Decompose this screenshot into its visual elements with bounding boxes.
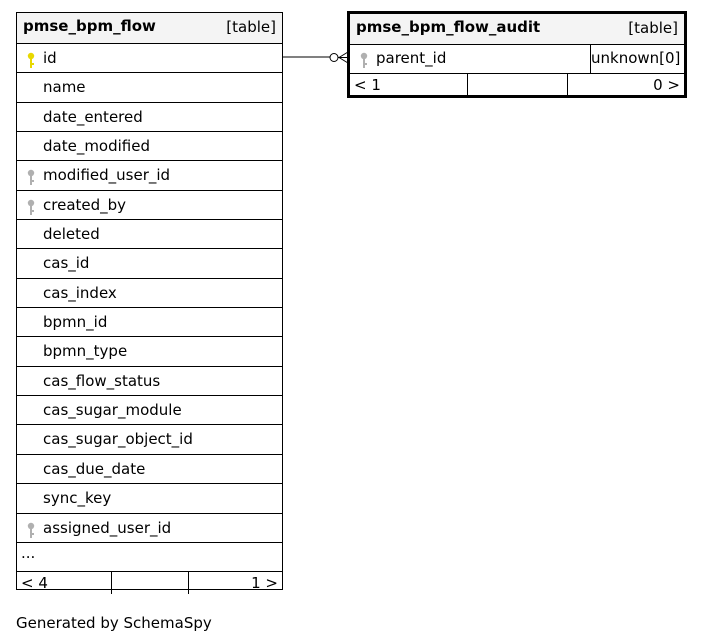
footer-divider [111,572,112,594]
children-count[interactable]: 1 > [251,574,278,593]
column-row[interactable] [17,279,282,308]
column-row[interactable] [17,367,282,396]
table-kind: [table] [628,19,678,37]
column-name: modified_user_id [43,166,171,185]
table-header [17,13,282,44]
foreign-key-icon [26,522,36,540]
primary-key-icon [26,52,36,70]
column-row[interactable] [17,484,282,513]
table-kind: [table] [226,18,276,36]
column-name: deleted [43,225,100,244]
column-row[interactable] [17,337,282,366]
column-name: date_entered [43,107,143,126]
column-name: date_modified [43,137,150,156]
column-row[interactable] [17,396,282,425]
column-row[interactable] [17,191,282,220]
zero-or-many-circle [330,54,338,62]
column-name: bpmn_id [43,313,108,332]
column-row[interactable] [17,425,282,454]
column-row[interactable] [17,220,282,249]
column-list [17,44,282,543]
column-name: assigned_user_id [43,518,172,537]
column-row[interactable] [17,455,282,484]
parents-count[interactable]: < 4 [21,574,48,593]
column-name: cas_due_date [43,459,146,478]
table-footer [350,74,684,97]
column-name: cas_sugar_object_id [43,430,193,449]
column-row[interactable] [17,514,282,543]
column-name: cas_flow_status [43,371,161,390]
column-row[interactable] [17,249,282,278]
foreign-key-icon [359,52,369,70]
column-row[interactable] [17,73,282,102]
column-name: cas_id [43,254,90,273]
column-name: cas_index [43,283,117,302]
table-pmse-bpm-flow[interactable] [16,12,283,593]
column-row[interactable] [17,161,282,190]
footer-divider [188,572,189,594]
column-row[interactable] [17,103,282,132]
column-row-parent-id[interactable] [350,45,684,74]
table-footer [17,572,282,594]
column-name: name [43,78,86,97]
column-row[interactable] [17,308,282,337]
table-name: pmse_bpm_flow_audit [356,18,541,36]
column-name: created_by [43,195,127,214]
column-name: sync_key [43,489,112,508]
column-row[interactable] [17,132,282,161]
footer-divider [467,74,468,97]
column-name: parent_id [376,49,447,67]
generated-by-caption: Generated by SchemaSpy [16,614,212,632]
column-row[interactable] [17,44,282,73]
column-name: id [43,49,57,67]
column-type: unknown[0] [590,45,684,73]
column-name: bpmn_type [43,342,128,361]
table-header [350,14,684,45]
parents-count[interactable]: < 1 [354,76,381,94]
foreign-key-icon [26,169,36,187]
column-name: cas_sugar_module [43,401,182,420]
table-name: pmse_bpm_flow [23,17,156,35]
table-pmse-bpm-flow-audit[interactable] [347,11,687,98]
more-columns-label: ... [21,543,36,562]
more-columns-row[interactable] [17,543,282,572]
children-count[interactable]: 0 > [653,76,680,94]
footer-divider [567,74,568,97]
foreign-key-icon [26,199,36,217]
